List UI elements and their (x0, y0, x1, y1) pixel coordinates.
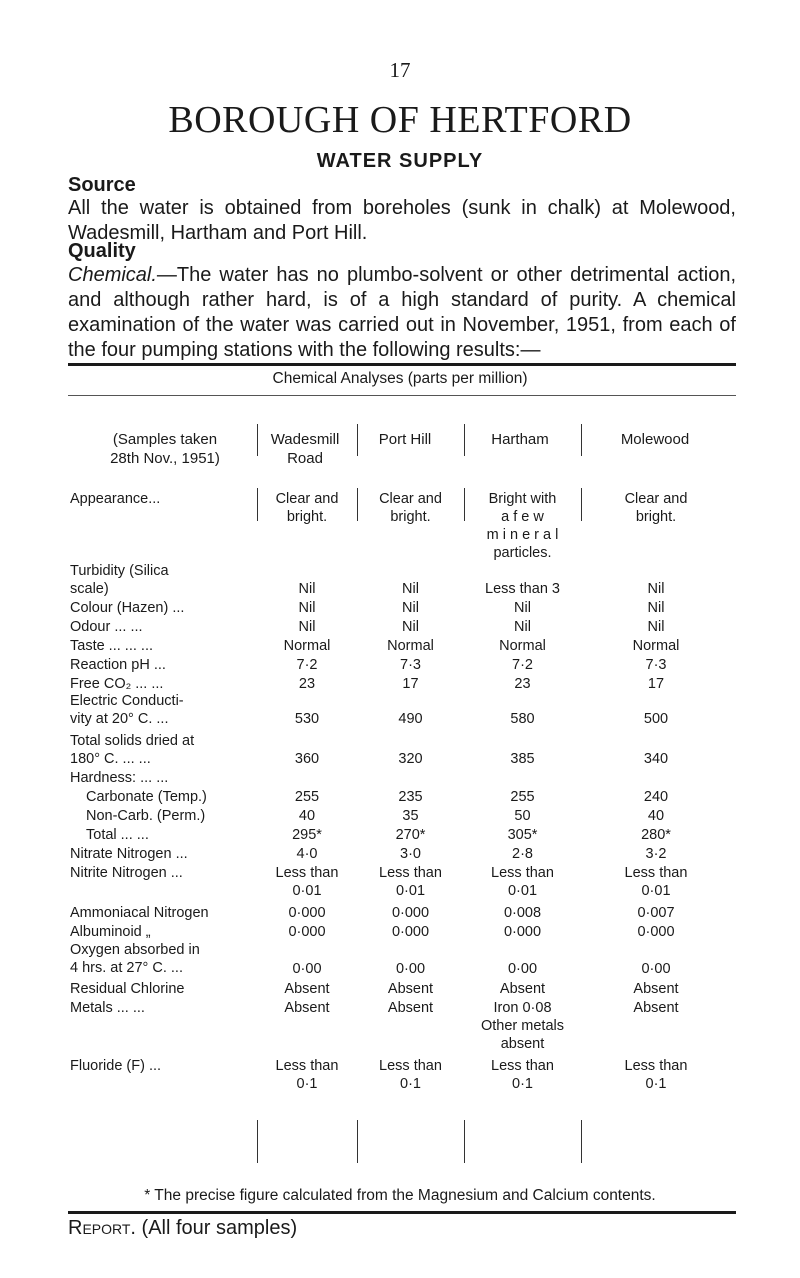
cell-line: m i n e r a l (486, 527, 559, 543)
column-divider (464, 1120, 465, 1163)
cell-line: Less than (491, 1058, 554, 1074)
table-cell: 2·8 (512, 846, 533, 862)
table-cell: 7·2 (512, 657, 533, 673)
table-cell: 7·2 (296, 657, 318, 673)
table-cell (357, 490, 464, 526)
row-label-line: Turbidity (Silica (70, 563, 169, 579)
column-divider (581, 1120, 582, 1163)
table-row-label (70, 732, 260, 768)
table-row-label: Nitrite Nitrogen ... (70, 865, 183, 881)
table-cell: Nil (402, 581, 419, 597)
cell-line: 0·01 (292, 883, 322, 899)
table-row-label: Odour ... ... (70, 619, 143, 635)
table-cell: 17 (402, 676, 419, 692)
table-cell: Nil (298, 581, 316, 597)
cell-line: 0·01 (641, 883, 671, 899)
table-cell: 17 (647, 676, 665, 692)
cell-line: Less than (379, 1058, 442, 1074)
cell-line: Less than (624, 865, 688, 881)
column-divider (257, 424, 258, 456)
table-cell: Absent (387, 981, 434, 997)
row-label-line: vity at 20° C. ... (70, 711, 169, 727)
table-cell: 3·0 (400, 846, 421, 862)
table-row-label: Residual Chlorine (70, 981, 185, 997)
table-row-label: Hardness: ... ... (70, 770, 169, 786)
table-cell: 295* (292, 827, 322, 843)
table-cell: 385 (510, 751, 535, 767)
quality-paragraph (68, 263, 736, 363)
table-cell (464, 864, 581, 900)
row-label-line: Electric Conducti- (70, 693, 184, 709)
table-cell: Nil (514, 600, 531, 616)
table-cell: 4·0 (296, 846, 318, 862)
column-divider (357, 1120, 358, 1163)
table-row-label: Albuminoid „ (70, 924, 151, 940)
table-title: Chemical Analyses (parts per million) (272, 370, 528, 387)
table-cell: Nil (647, 619, 665, 635)
table-cell: 0·00 (292, 961, 322, 977)
column-divider (357, 424, 358, 456)
cell-line: Less than (275, 1058, 339, 1074)
table-cell: 305* (507, 827, 538, 843)
table-cell: Normal (387, 638, 434, 654)
table-row-label: Taste ... ... ... (70, 638, 153, 654)
table-cell: 360 (294, 751, 320, 767)
cell-line: bright. (390, 509, 431, 525)
table-cell: 240 (643, 789, 669, 805)
table-cell: 0·000 (288, 905, 326, 921)
source-text: All the water is obtained from boreholes (sunk in chalk) at Molewood, Wadesmill, Hartham and Port Hill. (68, 197, 736, 244)
table-cell: 500 (643, 711, 669, 727)
table-cell (464, 999, 581, 1053)
table-row-label: Free CO₂ ... ... (70, 676, 164, 692)
cell-line: 0·01 (507, 883, 538, 899)
column-header-wadesmill (250, 430, 360, 468)
table-row-label: Fluoride (F) ... (70, 1058, 162, 1074)
table-row-label: Ammoniacal Nitrogen (70, 905, 209, 921)
table-cell: 255 (510, 789, 535, 805)
table-cell: 0·00 (641, 961, 671, 977)
table-cell: 0·00 (395, 961, 426, 977)
table-cell: 50 (514, 808, 531, 824)
table-cell (357, 864, 464, 900)
table-cell (464, 490, 581, 562)
table-row-label: Carbonate (Temp.) (86, 789, 207, 805)
table-cell (464, 1057, 581, 1093)
table-cell: Nil (402, 600, 419, 616)
table-cell: 490 (398, 711, 423, 727)
table-cell: Nil (298, 600, 316, 616)
table-cell: Less than 3 (485, 581, 560, 597)
table-row-label (70, 490, 260, 508)
quality-text: —The water has no plumbo-solvent or other detrimental action, and although rather hard, is of a high standard of purity. A chemical examination of the water was carried out in November, 1951, from each of the four pumping stations with the following results:— (68, 264, 736, 361)
table-cell: 580 (510, 711, 535, 727)
top-rule (68, 363, 736, 366)
table-cell: 35 (402, 808, 419, 824)
table-cell: 255 (294, 789, 320, 805)
column-header-port-hill: Port Hill (378, 431, 432, 448)
cell-line: 0·1 (512, 1076, 533, 1092)
cell-line: bright. (286, 509, 328, 525)
samples-header-line1: (Samples taken (112, 431, 218, 448)
cell-line: Clear and (379, 491, 442, 507)
table-cell: Nil (514, 619, 531, 635)
table-cell: Normal (499, 638, 546, 654)
table-footnote: * The precise figure calculated from the Magnesium and Calcium contents. (144, 1187, 656, 1204)
table-cell: 340 (643, 751, 669, 767)
table-row-label (70, 562, 260, 598)
report-heading-note: (All four samples) (141, 1217, 298, 1239)
samples-header-line2: 28th Nov., 1951) (110, 450, 220, 467)
page-number: 17 (389, 58, 411, 82)
table-cell: 23 (298, 676, 316, 692)
table-cell: Absent (499, 981, 546, 997)
source-heading: Source (68, 174, 136, 196)
table-cell: 23 (514, 676, 531, 692)
table-row-label: Reaction pH ... (70, 657, 166, 673)
report-heading: Report. (68, 1217, 136, 1239)
table-cell: 7·3 (400, 657, 421, 673)
table-cell: 0·000 (288, 924, 326, 940)
table-cell: 280* (641, 827, 671, 843)
table-cell: Nil (647, 600, 665, 616)
cell-line: bright. (635, 509, 677, 525)
table-cell: 530 (294, 711, 320, 727)
cell-line: 0·1 (400, 1076, 421, 1092)
cell-line: particles. (493, 545, 552, 561)
column-header-molewood: Molewood (620, 431, 690, 448)
table-cell: Absent (387, 1000, 434, 1016)
table-row-label (70, 941, 260, 977)
cell-line: Iron 0·08 (493, 1000, 552, 1016)
column-divider (581, 424, 582, 456)
table-cell (581, 490, 731, 526)
table-cell: Nil (298, 619, 316, 635)
table-cell: 270* (395, 827, 426, 843)
table-cell: Absent (633, 1000, 679, 1016)
row-label-line: Oxygen absorbed in (70, 942, 200, 958)
table-title-rule (68, 395, 736, 396)
table-cell: Absent (284, 1000, 330, 1016)
cell-line: absent (500, 1036, 545, 1052)
table-row-label: Metals ... ... (70, 1000, 145, 1016)
cell-line: Clear and (275, 491, 339, 507)
row-label-line: 4 hrs. at 27° C. ... (70, 960, 183, 976)
table-row-label (70, 692, 260, 728)
table-cell: 0·00 (507, 961, 538, 977)
column-divider (257, 1120, 258, 1163)
section-subtitle: WATER SUPPLY (316, 150, 484, 172)
table-cell: 320 (398, 751, 423, 767)
table-cell: Absent (284, 981, 330, 997)
cell-line: 0·01 (395, 883, 426, 899)
table-cell: Absent (633, 981, 679, 997)
table-cell: Normal (283, 638, 331, 654)
cell-line: Less than (624, 1058, 688, 1074)
samples-header (70, 430, 260, 468)
column-header-hartham: Hartham (491, 431, 549, 448)
table-cell (581, 864, 731, 900)
table-cell (257, 490, 357, 526)
cell-line: Other metals (481, 1018, 564, 1034)
row-label-line: scale) (70, 581, 109, 597)
table-row-label: Colour (Hazen) ... (70, 600, 185, 616)
table-cell: 0·000 (391, 905, 430, 921)
table-row-label: Nitrate Nitrogen ... (70, 846, 188, 862)
table-cell: 3·2 (645, 846, 667, 862)
table-row-label: Total ... ... (86, 827, 149, 843)
table-row-label: Non-Carb. (Perm.) (86, 808, 206, 824)
page-title: BOROUGH OF HERTFORD (168, 99, 632, 141)
table-cell: Nil (402, 619, 419, 635)
quality-label: Chemical. (68, 264, 157, 286)
cell-line: 0·1 (296, 1076, 318, 1092)
report-heading-line (68, 1216, 736, 1241)
cell-line: Clear and (624, 491, 688, 507)
table-cell (257, 864, 357, 900)
column-divider (464, 424, 465, 456)
table-cell: 0·000 (637, 924, 675, 940)
table-cell: 40 (647, 808, 665, 824)
cell-line: Bright with (488, 491, 557, 507)
row-label-line: Total solids dried at (70, 733, 195, 749)
table-cell (257, 1057, 357, 1093)
cell-line: a f e w (501, 509, 544, 525)
column-header-wadesmill-line2: Road (287, 450, 323, 467)
table-cell: 235 (398, 789, 423, 805)
cell-line: 0·1 (645, 1076, 667, 1092)
table-cell: 7·3 (645, 657, 667, 673)
table-cell: 0·000 (503, 924, 542, 940)
column-header-wadesmill-line1: Wadesmill (270, 431, 340, 448)
table-cell: Nil (647, 581, 665, 597)
table-cell: 0·007 (637, 905, 675, 921)
bottom-rule (68, 1211, 736, 1214)
table-cell: 0·008 (503, 905, 542, 921)
row-label-line: 180° C. ... ... (70, 751, 151, 767)
table-cell (581, 1057, 731, 1093)
cell-line: Less than (379, 865, 442, 881)
table-cell: 0·000 (391, 924, 430, 940)
table-cell: Normal (632, 638, 680, 654)
cell-line: Less than (491, 865, 554, 881)
table-cell (357, 1057, 464, 1093)
row-label-line: Appearance... (70, 491, 161, 507)
table-cell: 40 (298, 808, 316, 824)
cell-line: Less than (275, 865, 339, 881)
quality-heading: Quality (68, 240, 136, 262)
